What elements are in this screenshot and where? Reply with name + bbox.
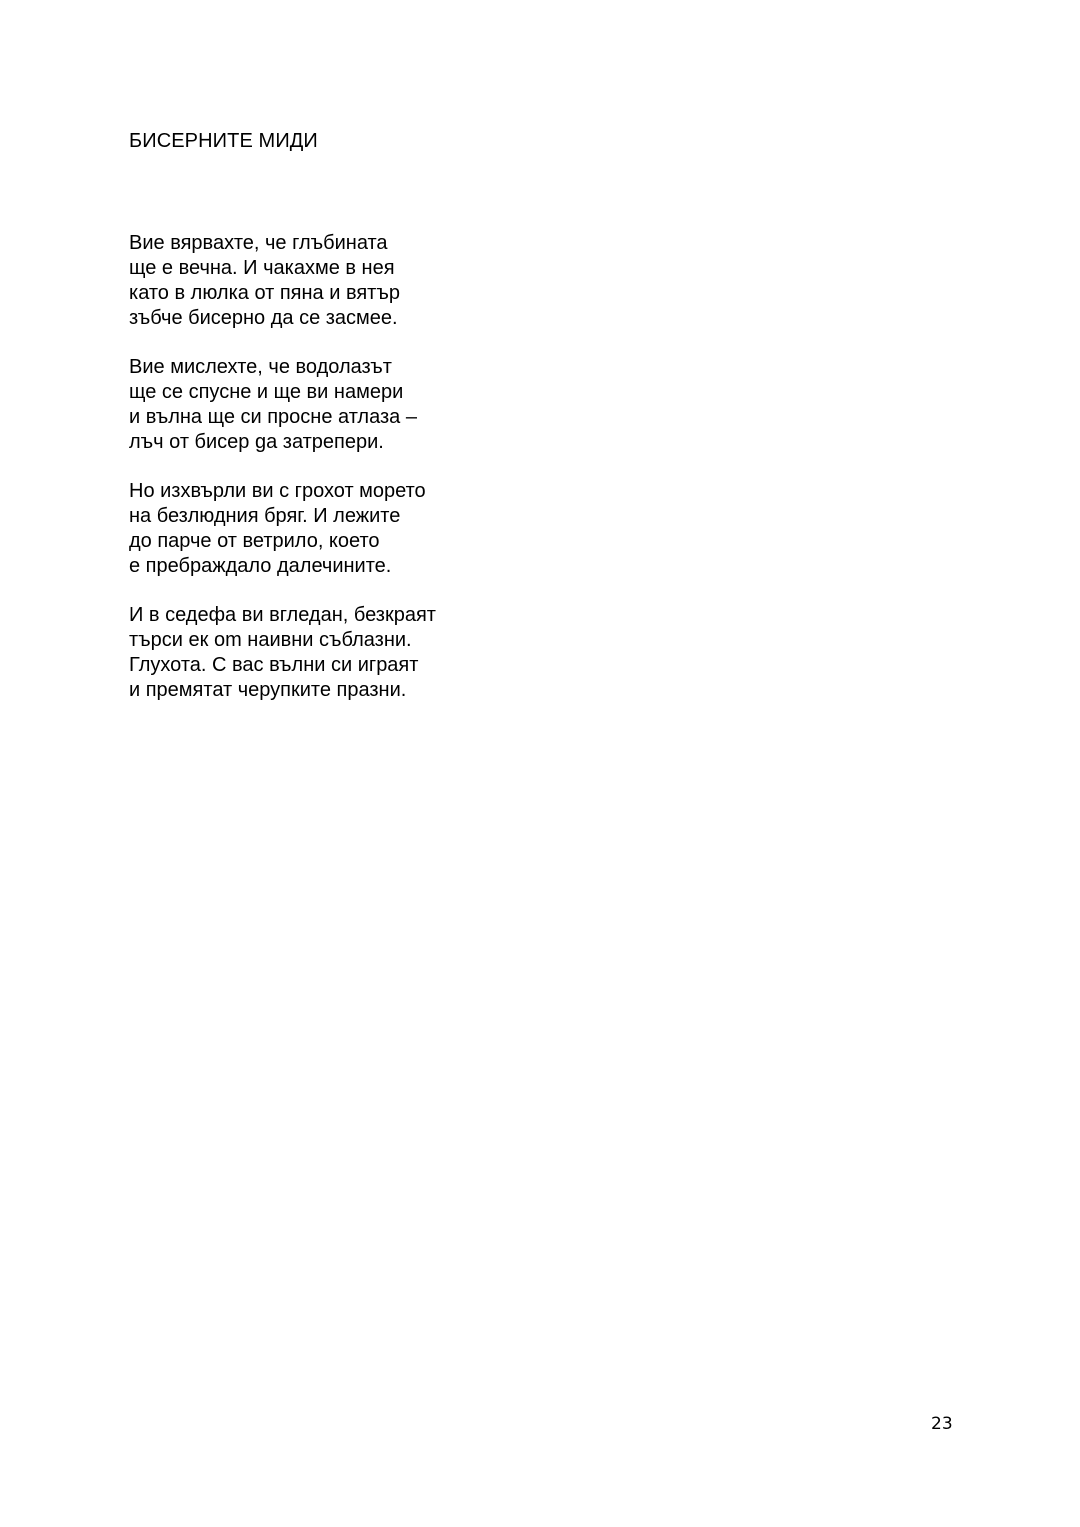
poem-line: е пребраждало далечините. xyxy=(129,555,392,577)
poem-line: лъч от бисер gа затрепери. xyxy=(129,431,384,453)
poem-line: търси ек оm наивни съблазни. xyxy=(129,629,412,651)
poem-line: до парче от ветрило, което xyxy=(129,530,380,552)
poem-line: И в седефа ви вгледан, безкраят xyxy=(129,604,436,626)
poem-body xyxy=(129,231,649,727)
stanza-1 xyxy=(129,231,649,331)
poem-line: Вие мислехте, че водолазът xyxy=(129,356,392,378)
poem-title: БИСЕРНИТЕ МИДИ xyxy=(129,130,318,152)
poem-line: ще се спусне и ще ви намери xyxy=(129,381,404,403)
stanza-3 xyxy=(129,479,649,579)
page-number: 23 xyxy=(931,1414,953,1434)
stanza-2 xyxy=(129,355,649,455)
poem-line: на безлюдния бряг. И лежите xyxy=(129,505,401,527)
poem-line: и вълна ще си просне атлаза – xyxy=(129,406,417,428)
poem-line: ще е вечна. И чакахме в нея xyxy=(129,257,395,279)
poem-line: Но изхвърли ви с грохот морето xyxy=(129,480,426,502)
poem-line: като в люлка от пяна и вятър xyxy=(129,282,400,304)
poem-line: и премятат черупките празни. xyxy=(129,679,407,701)
stanza-4 xyxy=(129,603,649,703)
poem-line: Глухота. С вас вълни си играят xyxy=(129,654,419,676)
poem-line: Вие вярвахте, че глъбината xyxy=(129,232,388,254)
poem-line: зъбче бисерно да се засмее. xyxy=(129,307,398,329)
